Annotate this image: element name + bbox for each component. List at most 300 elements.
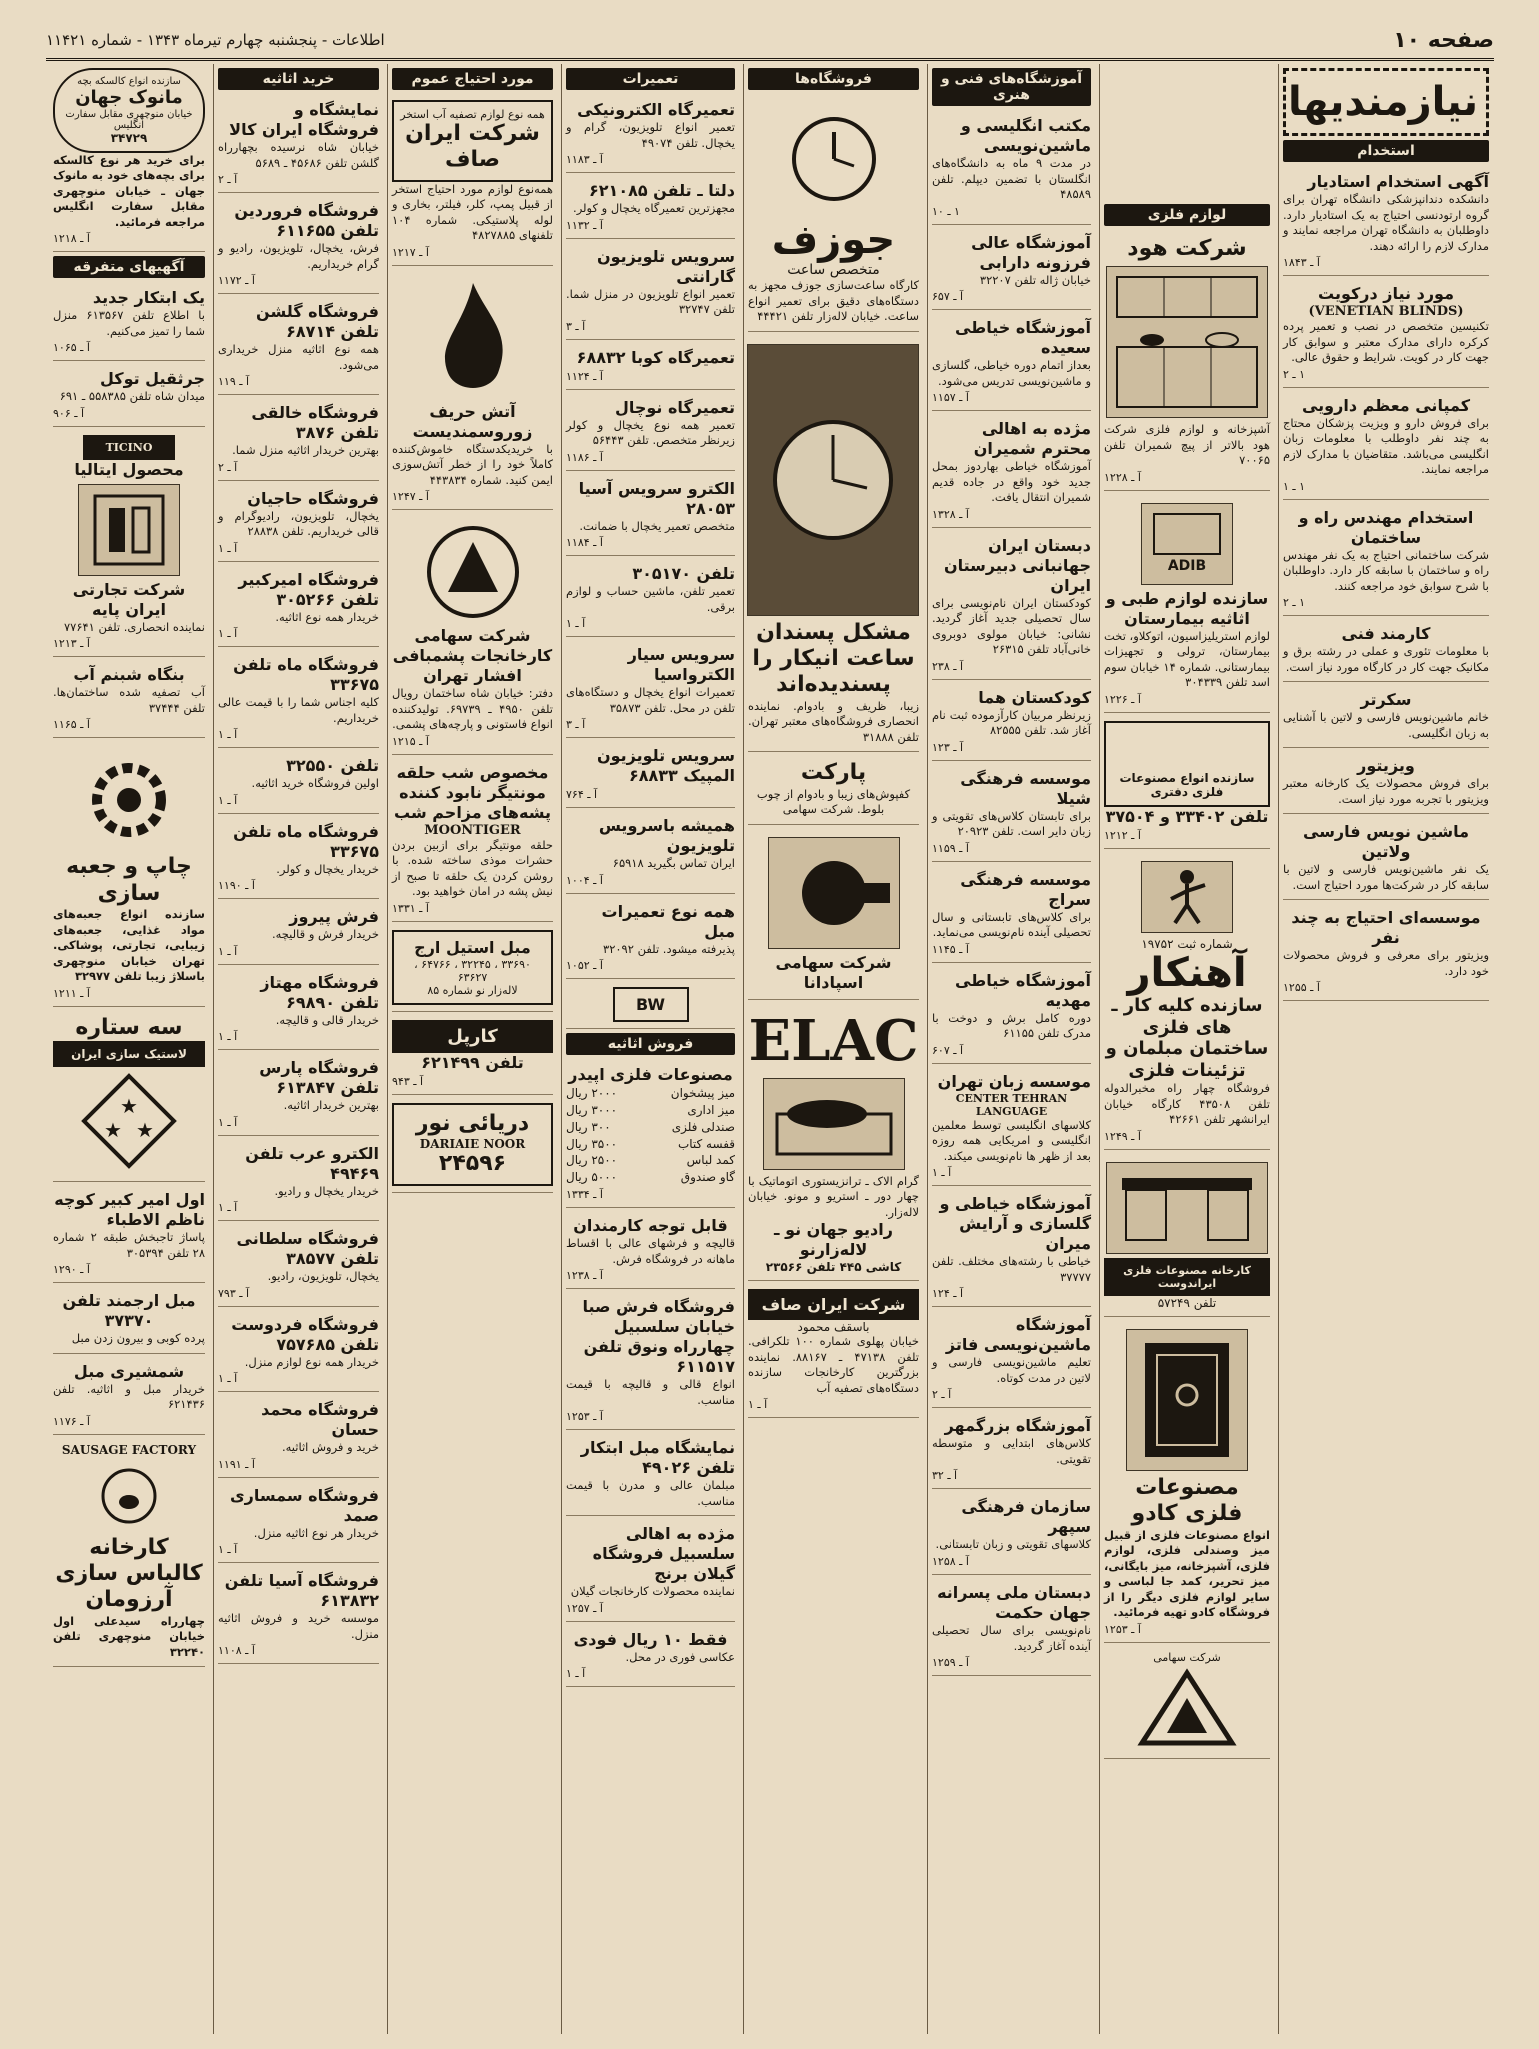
section-heading-metal: لوازم فلزی (1104, 204, 1270, 226)
classified-ad (932, 415, 1091, 528)
ad-body: سازنده انواع جعبه‌های مواد غذایی، جعبه‌های زیبایی، تجارتی، پوشاکی. تهران خیابان منوچهری باسلاژ زیبا تلفن ۳۲۹۷۷ (53, 907, 205, 984)
ad-title: سازنده لوازم طبی و اثاثیه بیمارستان (1105, 588, 1269, 628)
clock-image (769, 104, 899, 214)
ad-code: آ ـ ۱۰۵۲ (566, 959, 603, 973)
ad-body: کفپوش‌های زیبا و بادوام از چوب بلوط. شرکت سهامی (756, 786, 911, 817)
ad-title: همه نوع تعمیرات مبل (601, 901, 735, 941)
ad-body: فروشگاه چهار راه مخبرالدوله تلفن ۴۳۵۰۸ کارگاه خیابان ایرانشهر تلفن ۴۲۶۶۱ (1104, 1081, 1270, 1127)
ad-body: ویزیتور برای معرفی و فروش محصولات خود دارد. (1283, 948, 1489, 978)
ad-body: شرکت ساختمانی احتیاج به یک نفر مهندس راه و ساختمان با سابقه کار دارد. داوطلبان با شرح سوابق خود مراجعه کنند. (1283, 547, 1489, 593)
ad-engineer (1283, 504, 1489, 617)
ad-title: فروشگاه ماه تلفن ۳۳۶۷۵ (233, 655, 379, 695)
ad-phone: ۲۴۵۹۶ (438, 1151, 507, 1177)
ad-print (53, 742, 205, 1006)
ad-title: دریائی نور (415, 1111, 530, 1136)
ad-title: فروشگاه فردوست تلفن ۷۵۷۶۸۵ (231, 1314, 379, 1354)
ad-code: آ ـ ۱۱۵۷ (932, 391, 969, 405)
ad-anicar (748, 336, 919, 753)
maniuk-logo (53, 68, 205, 153)
item-name: گاو صندوق (680, 1170, 735, 1185)
ad-body: دوره کامل برش و دوخت با مدرک تلفن ۶۱۱۵۵ (932, 1010, 1091, 1041)
ad-code: آ ـ ۱۲۲۸ (1104, 470, 1141, 484)
ad-steel-arj (392, 926, 553, 1012)
ad-fadavi (566, 1626, 735, 1688)
ad-code: آ ـ ۱۲۳ (932, 740, 964, 754)
ad-title: فروشگاه ماه تلفن ۳۳۶۷۵ (233, 821, 379, 861)
ad-body: کودکستان ایران نام‌نویسی برای سال تحصیلی جدید آغاز گردید. نشانی: خیابان مولوی دوبروی خانی‌آباد تلفن ۲۶۳۱۵ (932, 595, 1091, 657)
ad-title: آموزشگاه خیاطی سعیده (954, 318, 1091, 358)
ad-code: آ ـ ۱۲۵۹ (932, 1656, 969, 1670)
classified-ad (218, 298, 379, 395)
ad-body: پرده کوبی و بیرون زدن مبل (71, 1331, 205, 1346)
ad-bw-brand (566, 983, 735, 1029)
classified-ad (218, 651, 379, 748)
ad-title: شمشیری مبل (73, 1361, 185, 1381)
item-name: صندلی فلزی (671, 1119, 735, 1134)
ad-body: تعلیم ماشین‌نویسی فارسی و لاتین در مدت کوتاه. (932, 1355, 1091, 1385)
ad-body: عکاسی فوری در محل. (625, 1649, 735, 1664)
ad-code: ۱ ـ ۱۰ (932, 204, 960, 218)
ad-title: فروشگاه پارس تلفن ۶۱۳۸۴۷ (259, 1058, 379, 1098)
ad-title: شرکت ایران صاف (748, 1289, 919, 1320)
ad-body: خریدار هر نوع اثاثیه منزل. (253, 1525, 379, 1540)
ad-ebtekar (566, 1434, 735, 1516)
item-name: کمد لباس (686, 1153, 735, 1168)
safe-image (1126, 1329, 1248, 1471)
ad-code: آ ـ ۱۲۱۱ (53, 986, 90, 1000)
price-row (566, 1119, 735, 1136)
ad-code: آ ـ ۱ (218, 728, 238, 742)
ad-title: کارخانه مصنوعات فلزی ایراندوست (1104, 1258, 1270, 1296)
ad-code: آ ـ ۲ (932, 1388, 952, 1402)
buy-ads-list (218, 96, 379, 1664)
ad-title: آگهی استخدام استادیار (1307, 172, 1489, 191)
ad-body: فرش، یخچال، تلویزیون، رادیو و گرام خریداریم. (218, 241, 379, 271)
ad-title: مورد نیاز درکویت (1318, 284, 1454, 304)
ad-code: آ ـ ۲ (218, 173, 238, 187)
flame-image (413, 278, 533, 398)
ad-body: برای فروش دارو و ویزیت پزشکان محتاج به چند نفر داوطلب با معلومات زبان انگلیسی می‌باشد. متقاضیان با مدارک لازم مراجعه نمایند. (1283, 415, 1489, 477)
ad-body: تعمیر انواع تلویزیون، گرام و یخچال. تلفن ۴۹۰۷۴ (566, 120, 735, 150)
ad-phones: ۳۳۶۹۰ ، ۳۲۲۴۵ ، ۶۴۷۶۶ ، ۶۳۶۲۷ (414, 958, 531, 984)
ad-title: نمایشگاه و فروشگاه ایران کالا (229, 100, 379, 139)
column-misc (49, 64, 209, 2034)
ad-code: آ ـ ۶۰۷ (932, 1043, 964, 1057)
ad-title: آموزشگاه ماشین‌نویسی فاتز (945, 1315, 1091, 1355)
classified-ad (932, 866, 1091, 963)
ad-code: آ ـ ۱۲۴۷ (392, 490, 429, 504)
ad-latin: (VENETIAN BLINDS) (1308, 304, 1464, 320)
ad-body: بهترین خریدار اثاثیه منزل شما. (232, 443, 379, 458)
ad-title: مانوک جهان (75, 87, 183, 108)
ad-body: برای فروش محصولات یک کارخانه معتبر ویزیتور با تجربه مورد نیاز است. (1283, 776, 1489, 806)
elac-brand: ELAC (748, 1007, 919, 1074)
ad-body: آب تصفیه شده ساختمان‌ها. تلفن ۳۷۴۴۴ (53, 685, 205, 715)
classified-ad (218, 1054, 379, 1136)
ad-setareh (53, 1011, 205, 1182)
classified-ad (218, 1396, 379, 1478)
classified-ad (218, 1225, 379, 1307)
ad-parket (748, 756, 919, 824)
classified-ad (932, 1412, 1091, 1489)
bw-brand: BW (613, 987, 689, 1022)
ad-code: آ ـ ۱ (748, 1398, 768, 1412)
ad-code: ۱ ـ ۲ (1283, 596, 1306, 610)
ahankar-worker-icon (1147, 865, 1227, 929)
ad-title: آموزشگاه خیاطی مهدیه (954, 970, 1091, 1010)
ad-title: سازنده انواع مصنوعات فلزی دفتری (1119, 771, 1255, 799)
ad-title: مکتب انگلیسی و ماشین‌نویسی (960, 116, 1091, 155)
ad-body: زیرنظر مربیان کارآزموده ثبت نام آغاز شد. تلفن ۸۲۵۵۵ (932, 707, 1091, 738)
ad-title: آموزشگاه بزرگمهر (944, 1416, 1091, 1436)
ad-code: آ ـ ۳ (566, 319, 586, 333)
ad-code: آ ـ ۱۱۰۸ (218, 1644, 255, 1658)
ad-title: فروشگاه گلشن تلفن ۶۸۷۱۴ (256, 302, 379, 342)
ad-furniture-arjmand (53, 1287, 205, 1354)
ad-title: یک ابتکار جدید (92, 288, 205, 308)
ad-body: ایران تماس بگیرید ۶۵۹۱۸ (612, 856, 735, 871)
ad-title: ویزیتور (1357, 756, 1415, 776)
ad-title: کارمند فنی (1341, 624, 1431, 644)
ad-title: سکرتر (1360, 690, 1412, 710)
ad-body: خریدار یخچال و رادیو. (274, 1183, 379, 1198)
ad-code: آ ـ ۱۱۹ (218, 375, 250, 389)
column-repairs (561, 64, 739, 2034)
ad-title: جوزف (771, 217, 896, 263)
ad-title: اول امیر کبیر کوچه ناظم الاطباء (54, 1190, 205, 1230)
ad-body: متخصص تعمیر یخچال با ضمانت. (579, 518, 735, 533)
ad-latin: MOONTIGER (424, 822, 521, 838)
item-price: ۲۵۰۰ ریال (566, 1153, 618, 1168)
ad-code: آ ـ ۱۲۱۲ (1104, 829, 1141, 842)
ad-title: کارپل (392, 1020, 553, 1053)
ad-code: آ ـ ۱۲۵۷ (566, 1601, 603, 1615)
ad-title: آموزشگاه عالی فرزونه دارابی (971, 232, 1091, 272)
section-heading-misc: آگهیهای متفرقه (53, 256, 205, 278)
ad-blinds (1283, 280, 1489, 388)
ad-title: سرویس سیار الکترواسیا (627, 645, 735, 685)
ad-code: آ ـ ۱۱۷۶ (53, 1414, 90, 1428)
ad-body: خریدار یخچال و کولر. (276, 861, 379, 876)
ad-code: آ ـ ۱۱۷۲ (218, 274, 255, 288)
ad-body: دانشکده دندانپزشکی دانشگاه تهران برای گروه ارتودنسی احتیاج به یک استادیار دارد. داوطلبان به دانشگاه تهران مراجعه نمایند و مدارک لازم را ارائه دهند. (1283, 192, 1489, 253)
item-price: ۳۰۰ ریال (566, 1119, 611, 1134)
section-heading-schools: آموزشگاه‌های فنی و هنری (932, 68, 1091, 106)
ad-tag: سازنده انواع کالسکه بچه (77, 76, 181, 87)
pig-icon (89, 1466, 169, 1526)
item-price: ۵۰۰۰ ریال (566, 1170, 618, 1185)
ad-subtitle: لاستیک سازی ایران (53, 1041, 205, 1067)
ad-metal-products (566, 1061, 735, 1208)
classified-ad (932, 684, 1091, 761)
classified-ad (218, 818, 379, 900)
ad-code: آ ـ ۱۲۵۵ (1283, 981, 1320, 995)
ad-code: آ ـ ۱ (932, 1166, 952, 1180)
ad-code: ۱ ـ ۲ (1283, 367, 1306, 381)
ad-code: آ ـ ۱۱۸۳ (566, 153, 603, 167)
ad-body: موسسه خرید و فروش اثاثیه منزل. (218, 1611, 379, 1641)
ad-body: خریدار همه نوع لوازم منزل. (244, 1354, 379, 1369)
item-name: میز اداری (687, 1103, 735, 1118)
ad-title: سرویس تلویزیون المپیک ۶۸۸۳۳ (596, 746, 735, 786)
misc-ads-list (53, 284, 205, 427)
ad-title: مخصوص شب حلقه مونتیگر نابود کننده پشه‌های مزاحم شب (394, 762, 551, 822)
ad-code: ۱ ـ ۱ (1283, 479, 1306, 493)
ad-bongah (53, 661, 205, 738)
ad-code: آ ـ ۷۶۴ (566, 788, 598, 802)
ad-title: کارخانه کالباس سازی آرزومان (55, 1534, 203, 1613)
ad-title: جرثقیل توکل (99, 369, 205, 389)
ad-title: مصنوعات فلزی کادو (1131, 1474, 1243, 1527)
afshar-emblem (418, 522, 528, 622)
ad-body: تعمیرات انواع یخچال و دستگاه‌های تلفن در محل. تلفن ۳۵۸۷۳ (566, 685, 735, 715)
ad-typist (1283, 818, 1489, 900)
ad-code: آ ـ ۱ (218, 541, 238, 555)
item-price: ۳۰۰۰ ریال (566, 1103, 618, 1118)
ad-body: انواع قالی و قالیچه با قیمت مناسب. (566, 1377, 735, 1407)
classified-ad (566, 475, 735, 557)
ad-body: کارگاه ساعت‌سازی جوزف مجهز به دستگاه‌های دقیق برای تعمیر انواع ساعت. خیابان لاله‌زار تلفن ۴۴۴۲۱ (748, 278, 919, 324)
triangle-logo-icon (1137, 1668, 1237, 1748)
svg-text:★: ★ (120, 1094, 138, 1119)
classified-ad (218, 969, 379, 1051)
ad-title: موسسه فرهنگی سراج (960, 869, 1091, 909)
ad-body: دفتر: خیابان شاه ساختمان رویال تلفن ۴۹۵۰ ـ ۶۹۷۳۹. تولیدکننده انواع فاستونی و پارچه‌های پشمی. (392, 686, 553, 732)
clock-icon (774, 104, 894, 214)
ad-title: استخدام مهندس راه و ساختمان (1298, 507, 1474, 547)
issue-info: اطلاعات - پنجشنبه چهارم تیرماه ۱۳۴۳ - شماره ۱۱۴۲۱ (46, 31, 385, 49)
classified-ad (566, 742, 735, 808)
classified-ad (932, 765, 1091, 862)
classified-ad (53, 365, 205, 427)
classified-ad (566, 898, 735, 980)
ad-title: شرکت سهامی کارخانجات پشمبافی افشار تهران (392, 626, 553, 686)
classified-ad (218, 752, 379, 814)
item-name: قفسه کتاب (677, 1136, 735, 1151)
ad-code: آ ـ ۱ (566, 1667, 586, 1681)
iran-saf-box (392, 100, 553, 182)
ad-phone: کاشی ۴۴۵ تلفن ۲۳۵۶۶ (765, 1260, 902, 1275)
price-row (566, 1136, 735, 1153)
ad-code: آ ـ ۱۳۳۴ (566, 1188, 603, 1201)
ad-title: بنگاه شبنم آب (73, 665, 185, 685)
section-heading-furniture: فروش اثاثیه (566, 1033, 735, 1055)
ad-body: مبلمان عالی و مدرن با قیمت مناسب. (566, 1478, 735, 1508)
ad-title: تلفن ۳۰۵۱۷۰ (632, 564, 735, 584)
ad-body: با خریدیکدستگاه خاموش‌کننده کاملاً خود را از خطر آتش‌سوزی ایمن کنید. شماره ۴۴۳۸۳۴ (392, 441, 553, 487)
ad-code: آ ـ ۱۲۵۳ (1104, 1622, 1141, 1636)
ad-title: الکترو سرویس آسیا ۲۸۰۵۳ (578, 478, 735, 518)
ad-body: خرید و فروش اثاثیه. (281, 1440, 379, 1455)
section-heading-general: مورد احتیاج عموم (392, 68, 553, 90)
ad-code: آ ـ ۱۲۴۹ (1104, 1129, 1141, 1143)
dariaie-box (392, 1103, 553, 1186)
column-metal-goods (1099, 64, 1274, 2034)
classified-ad (566, 96, 735, 173)
banner-box (1283, 68, 1489, 136)
ad-body: کلیه اجناس شما را با قیمت عالی خریداریم. (218, 695, 379, 725)
item-price: ۲۰۰۰ ریال (566, 1086, 618, 1101)
ad-code: آ ـ ۳۲ (932, 1469, 958, 1483)
ad-subtitle: باسقف محمود (797, 1320, 870, 1335)
classified-ad (932, 967, 1091, 1064)
ad-assistant (1283, 168, 1489, 276)
ad-code: آ ـ ۱ (218, 944, 238, 958)
ad-afshar (392, 514, 553, 755)
ad-elac (748, 1004, 919, 1282)
ad-body: بعداز اتمام دوره خیاطی، گلسازی و ماشین‌نویسی تدریس می‌شود. (932, 358, 1091, 388)
ad-title: الکترو عرب تلفن ۴۹۴۶۹ (245, 1143, 379, 1183)
ad-code: آ ـ ۱ (218, 1115, 238, 1129)
gear-icon (79, 750, 179, 850)
ad-body: برای کلاس‌های تابستانی و سال تحصیلی آینده نام‌نویسی می‌نماید. (932, 909, 1091, 940)
ad-phone: تلفن ۳۳۴۰۲ و ۳۷۵۰۴ (1105, 807, 1269, 826)
ad-amir (53, 1186, 205, 1283)
price-row (566, 1152, 735, 1169)
classified-ad (218, 566, 379, 648)
ad-title: فروشگاه فرش صبا خیابان سلسبیل چهارراه ونوق تلفن ۶۱۱۵۱۷ (582, 1297, 735, 1377)
ad-body: کلاس‌های ابتدایی و متوسطه تقویتی. (932, 1436, 1091, 1466)
classified-ad (932, 229, 1091, 311)
ad-body: اولین فروشگاه خرید اثاثیه. (251, 776, 379, 791)
ad-body: همه نوع اثاثیه منزل خریداری می‌شود. (218, 342, 379, 372)
adib-brand-text: ADIB (1167, 557, 1207, 574)
ad-body: یخچال، تلویزیون، رادیوگرام و قالی خریداریم. تلفن ۲۸۸۳۸ (218, 508, 379, 539)
ad-code: آ ـ ۱۲۵۸ (932, 1554, 969, 1568)
ad-title: کمپانی معظم دارویی (1301, 395, 1471, 415)
classified-ad (53, 284, 205, 361)
ad-title: فروشگاه سلطانی تلفن ۳۸۵۷۷ (236, 1229, 379, 1269)
ahankar-logo (1141, 861, 1233, 933)
ad-visitor (1283, 752, 1489, 814)
ad-code: آ ـ ۲۳۸ (932, 659, 964, 673)
classified-ad (932, 1493, 1091, 1575)
pig-image (84, 1461, 174, 1531)
ad-body: خیابان پهلوی شماره ۱۰۰ تلکرافی. تلفن ۴۷۱۳۸ ـ ۸۸۱۶۷. نماینده بزرگترین کارخانجات سازنده دستگاه‌های تصفیه آب (748, 1334, 919, 1395)
section-heading-repairs: تعمیرات (566, 68, 735, 90)
ad-saba (566, 1293, 735, 1430)
ad-latin: CENTER TEHRAN LANGUAGE (955, 1091, 1068, 1118)
ad-title: فروشگاه آسیا تلفن ۶۱۳۸۳۲ (224, 1571, 379, 1611)
ad-code: آ ـ ۱ (218, 627, 238, 641)
gear-image (74, 750, 184, 850)
ad-body: خانم ماشین‌نویس فارسی و لاتین با آشنایی به زبان انگلیسی. (1283, 710, 1489, 740)
ad-code: آ ـ ۱۲۳۸ (566, 1269, 603, 1283)
ad-title: رادیو جهان نو ـ لاله‌زارنو (774, 1220, 893, 1260)
ad-title: شرکت تجارتی ایران پایه (72, 579, 186, 619)
ad-title: مبل استیل ارج (414, 938, 531, 957)
ad-kalbas (53, 1439, 205, 1668)
classified-ad (218, 1140, 379, 1222)
classified-ad (932, 1190, 1091, 1307)
ad-office-metal (1104, 717, 1270, 849)
ad-body: زیبا، ظریف و بادوام. نماینده انحصاری فروشگاه‌های معتبر تهران. تلفن ۳۱۸۸۸ (748, 698, 919, 744)
ad-body: خیابان شاه نرسیده بچهارراه گلشن تلفن ۴۵۶۸۶ ـ ۵۶۸۹ (218, 140, 379, 170)
ad-title: آتش حریف زوروسمندیست (412, 401, 533, 441)
ad-title: مبل ارجمند تلفن ۳۷۳۷۰ (62, 1291, 196, 1331)
ad-code: آ ـ ۱۳۲۸ (932, 507, 969, 521)
ad-subtitle: متخصص ساعت (787, 262, 880, 278)
ad-body: چهارراه سیدعلی اول خیابان منوچهری تلفن ۳۲۲۴۰ (53, 1613, 205, 1659)
ad-code: آ ـ ۷۹۳ (218, 1286, 250, 1300)
ad-code: آ ـ ۲ (218, 460, 238, 474)
watch-image (747, 344, 919, 616)
ad-code: آ ـ ۱۳۳۱ (392, 902, 429, 915)
ad-address: خیابان منوچهری مقابل سفارت انگلیس (65, 108, 193, 131)
ad-title: شرکت سهامی اسپادانا (775, 952, 892, 992)
ad-body: تکنیسین متخصص در نصب و تعمیر پرده کرکره دارای مدارک معتبر و سوابق کار جهت کار در کویت. شرایط و حقوق عالی. (1283, 319, 1489, 365)
ad-body: بهترین خریدار اثاثیه. (283, 1098, 379, 1113)
ad-title: فروشگاه حاجیان (247, 488, 379, 508)
ad-body: برای خرید هر نوع کالسکه برای بچه‌های خود به مانوک جهان ـ خیابان منوچهری مقابل سفارت انگلیس مراجعه فرمائید. (53, 152, 205, 229)
ad-moontiger (392, 759, 553, 922)
ad-title: مشکل پسندان ساعت انیکار را پسندیده‌اند (752, 619, 915, 698)
ad-title: چاپ و جعبه سازی (66, 854, 192, 906)
ad-code: آ ـ ۱۱۹۰ (218, 879, 255, 893)
ad-dariaie (392, 1099, 553, 1193)
ad-code: آ ـ ۱۰۰۴ (566, 873, 603, 887)
classified-ad (566, 243, 735, 340)
classified-ad (218, 903, 379, 965)
ad-title: نمایشگاه مبل ابتکار تلفن ۴۹۰۲۶ (580, 1438, 735, 1478)
ad-body: انواع مصنوعات فلزی از قبیل میز وصندلی فلزی، لوازم فلزی، آشپزخانه، میز بایگانی، میز تحریر، کمد جا لباسی و سایر لوازم فلزی دیگر را از فروشگاه کادو تهیه فرمائید. (1104, 1527, 1270, 1620)
section-heading-employment: استخدام (1283, 140, 1489, 162)
column-general-needs (387, 64, 557, 2034)
ad-body: خریدار مبل و اثاثیه. تلفن ۶۲۱۴۳۶ (53, 1381, 205, 1412)
ad-title: محصول ایتالیا (74, 459, 184, 479)
ad-body: لوازم استریلیزاسیون، اتوکلاو، تخت بیمارستان، ترولی و تجهیزات بیمارستانی. شماره ۱۴ خیابان سوم اسد تلفن ۳۰۴۳۳۹ (1103, 628, 1270, 690)
classified-ad (566, 344, 735, 390)
ad-code: آ ـ ۱۲۵۳ (566, 1410, 603, 1424)
ad-iran-dost (1104, 1154, 1270, 1317)
pump-image (768, 837, 900, 949)
ad-code: آ ـ ۹۴۳ (392, 1075, 424, 1088)
ad-title: تعمیرگاه کوبا ۶۸۸۳۲ (576, 347, 735, 367)
ad-code: آ ـ ۶۵۷ (932, 290, 964, 304)
ad-company-logo (1104, 1647, 1270, 1759)
classified-ad (566, 177, 735, 239)
classified-ad (566, 394, 735, 471)
ad-title: مژده به اهالی محترم شمیران (973, 419, 1091, 459)
ad-code: آ ـ ۳ (566, 718, 586, 732)
ad-title: فرش پیروز (289, 907, 379, 927)
ad-title: فروشگاه محمد حسان (261, 1400, 379, 1440)
classified-ad (932, 112, 1091, 225)
ad-body: پذیرفته میشود. تلفن ۳۲۰۹۲ (603, 941, 735, 956)
ticino-brand: TICINO (83, 435, 175, 460)
item-price: ۳۵۰۰ ریال (566, 1136, 618, 1151)
ad-code: آ ـ ۱ (218, 1030, 238, 1044)
ad-body: همه‌نوع لوازم مورد احتیاج استخر از قبیل پمپ، کلر، فیلتر، بخاری و لوله پلاستیکی. شماره ۱۰۴ تلفنهای ۴۸۲۷۸۸۵ (392, 181, 553, 243)
classified-ad (932, 1068, 1091, 1187)
ad-ticino (53, 431, 205, 658)
ad-code: آ ـ ۱۱۳۲ (566, 218, 603, 232)
pump-icon (774, 843, 894, 943)
three-stars-icon (79, 1071, 179, 1171)
ad-iran-saf-pool (392, 96, 553, 266)
ad-title: فقط ۱۰ ریال فودی (573, 1629, 728, 1649)
company-label: شرکت سهامی (1153, 1650, 1221, 1664)
column-schools (927, 64, 1095, 2034)
ad-code: آ ـ ۱۲۴ (932, 1287, 964, 1301)
ad-title: ماشین نویس فارسی ولاتین (1303, 822, 1469, 862)
ad-body: با معلومات تئوری و عملی در رشته برق و مکانیک جهت کار در کارگاه مورد نیاز است. (1283, 644, 1489, 674)
ad-body: یخچال، تلویزیون، رادیو. (267, 1269, 379, 1284)
adib-logo (1141, 503, 1233, 585)
ad-title: تلفن ۳۲۵۵۰ (286, 756, 379, 776)
ad-body: خریدار همه نوع اثاثیه. (275, 609, 379, 624)
ad-body: تعمیر تلفن، ماشین حساب و لوازم برقی. (566, 584, 735, 614)
